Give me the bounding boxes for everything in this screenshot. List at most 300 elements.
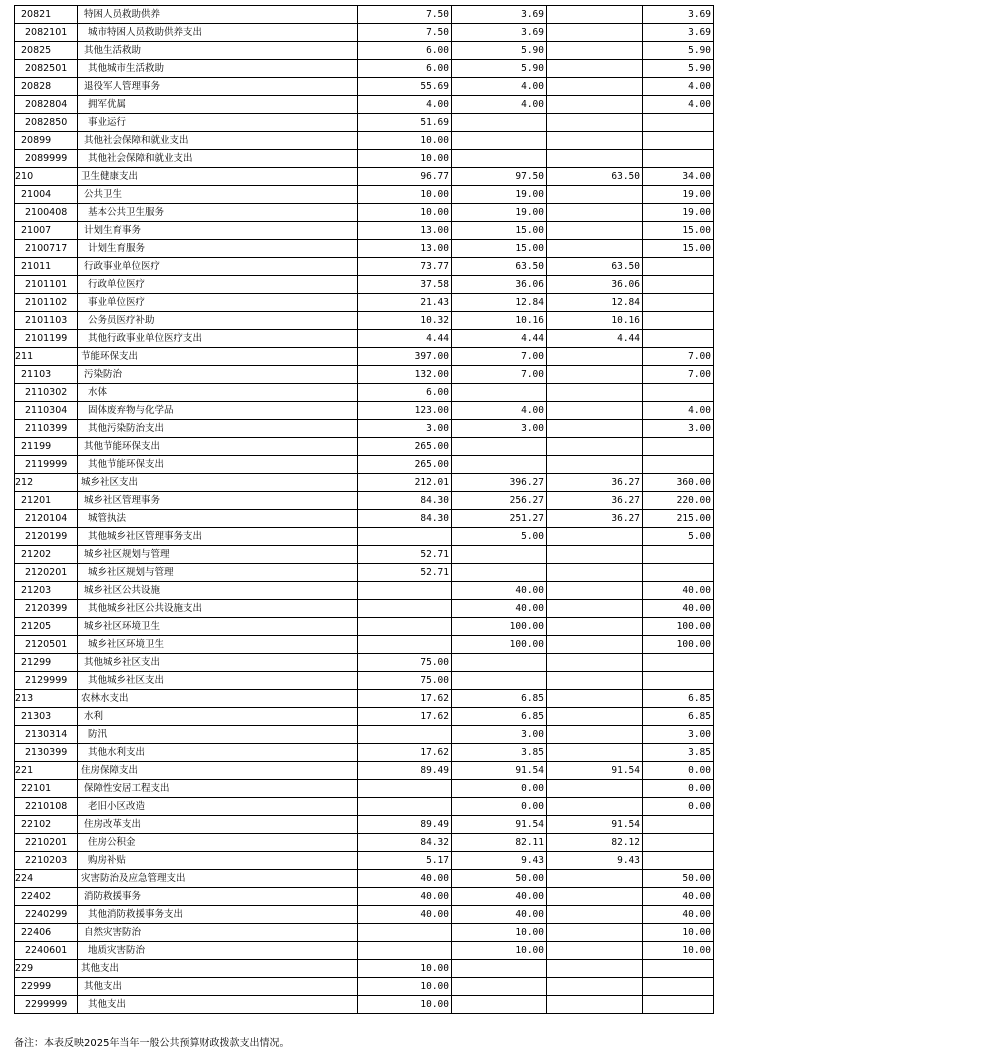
- project-expenditure-cell: [643, 438, 714, 456]
- prior-year-amount-cell: 75.00: [358, 654, 452, 672]
- table-row: [15, 816, 714, 834]
- project-expenditure-cell: 3.85: [643, 744, 714, 762]
- project-expenditure-cell: 50.00: [643, 870, 714, 888]
- account-code-cell: 224: [15, 870, 78, 888]
- account-name-cell: 拥军优属: [78, 96, 358, 114]
- project-expenditure-cell: 0.00: [643, 762, 714, 780]
- account-name-cell: 城乡社区规划与管理: [78, 546, 358, 564]
- project-expenditure-cell: 0.00: [643, 798, 714, 816]
- account-code-cell: 2120199: [15, 528, 78, 546]
- budget-total-cell: 100.00: [452, 636, 547, 654]
- table-row: [15, 906, 714, 924]
- basic-expenditure-cell: [547, 744, 643, 762]
- account-code-cell: 2100408: [15, 204, 78, 222]
- account-name-cell: 其他节能环保支出: [78, 438, 358, 456]
- prior-year-amount-cell: 10.00: [358, 978, 452, 996]
- account-name-cell: 计划生育事务: [78, 222, 358, 240]
- prior-year-amount-cell: 3.00: [358, 420, 452, 438]
- budget-total-cell: [452, 114, 547, 132]
- account-code-cell: 2120104: [15, 510, 78, 528]
- prior-year-amount-cell: 17.62: [358, 708, 452, 726]
- prior-year-amount-cell: [358, 636, 452, 654]
- prior-year-amount-cell: 75.00: [358, 672, 452, 690]
- project-expenditure-cell: [643, 456, 714, 474]
- prior-year-amount-cell: 265.00: [358, 438, 452, 456]
- basic-expenditure-cell: [547, 150, 643, 168]
- budget-total-cell: 100.00: [452, 618, 547, 636]
- budget-total-cell: 15.00: [452, 222, 547, 240]
- table-row: [15, 564, 714, 582]
- account-code-cell: 21202: [15, 546, 78, 564]
- budget-total-cell: [452, 996, 547, 1014]
- basic-expenditure-cell: [547, 942, 643, 960]
- budget-total-cell: [452, 456, 547, 474]
- budget-total-cell: [452, 564, 547, 582]
- basic-expenditure-cell: 91.54: [547, 816, 643, 834]
- account-name-cell: 住房公积金: [78, 834, 358, 852]
- account-code-cell: 2299999: [15, 996, 78, 1014]
- account-name-cell: 水利: [78, 708, 358, 726]
- project-expenditure-cell: [643, 330, 714, 348]
- prior-year-amount-cell: 397.00: [358, 348, 452, 366]
- basic-expenditure-cell: [547, 600, 643, 618]
- project-expenditure-cell: 19.00: [643, 186, 714, 204]
- table-body: [15, 6, 714, 1014]
- basic-expenditure-cell: [547, 366, 643, 384]
- project-expenditure-cell: 40.00: [643, 582, 714, 600]
- basic-expenditure-cell: [547, 708, 643, 726]
- basic-expenditure-cell: [547, 384, 643, 402]
- budget-total-cell: 6.85: [452, 708, 547, 726]
- table-row: [15, 798, 714, 816]
- account-name-cell: 特困人员救助供养: [78, 6, 358, 24]
- account-code-cell: 2101103: [15, 312, 78, 330]
- table-row: [15, 312, 714, 330]
- budget-total-cell: 5.90: [452, 60, 547, 78]
- table-row: [15, 978, 714, 996]
- budget-total-cell: [452, 978, 547, 996]
- budget-total-cell: 256.27: [452, 492, 547, 510]
- basic-expenditure-cell: [547, 114, 643, 132]
- prior-year-amount-cell: 5.17: [358, 852, 452, 870]
- budget-total-cell: 3.69: [452, 6, 547, 24]
- basic-expenditure-cell: [547, 546, 643, 564]
- basic-expenditure-cell: [547, 60, 643, 78]
- basic-expenditure-cell: [547, 456, 643, 474]
- table-row: [15, 942, 714, 960]
- budget-total-cell: 3.85: [452, 744, 547, 762]
- account-name-cell: 城乡社区环境卫生: [78, 618, 358, 636]
- prior-year-amount-cell: [358, 528, 452, 546]
- account-name-cell: 行政单位医疗: [78, 276, 358, 294]
- table-row: [15, 528, 714, 546]
- account-code-cell: 22999: [15, 978, 78, 996]
- account-code-cell: 2082101: [15, 24, 78, 42]
- project-expenditure-cell: 5.90: [643, 42, 714, 60]
- table-row: [15, 852, 714, 870]
- project-expenditure-cell: [643, 258, 714, 276]
- basic-expenditure-cell: 36.27: [547, 474, 643, 492]
- table-row: [15, 258, 714, 276]
- budget-total-cell: 0.00: [452, 798, 547, 816]
- table-row: [15, 600, 714, 618]
- table-row: [15, 924, 714, 942]
- basic-expenditure-cell: [547, 438, 643, 456]
- budget-total-cell: 19.00: [452, 204, 547, 222]
- table-row: [15, 348, 714, 366]
- budget-total-cell: 7.00: [452, 348, 547, 366]
- table-row: [15, 42, 714, 60]
- budget-total-cell: 10.00: [452, 924, 547, 942]
- basic-expenditure-cell: [547, 564, 643, 582]
- project-expenditure-cell: 15.00: [643, 222, 714, 240]
- account-name-cell: 住房改革支出: [78, 816, 358, 834]
- prior-year-amount-cell: [358, 600, 452, 618]
- account-code-cell: 2082850: [15, 114, 78, 132]
- table-row: [15, 780, 714, 798]
- prior-year-amount-cell: 40.00: [358, 906, 452, 924]
- project-expenditure-cell: 34.00: [643, 168, 714, 186]
- project-expenditure-cell: [643, 996, 714, 1014]
- basic-expenditure-cell: [547, 420, 643, 438]
- prior-year-amount-cell: [358, 582, 452, 600]
- budget-total-cell: 3.69: [452, 24, 547, 42]
- table-row: [15, 366, 714, 384]
- account-name-cell: 其他社会保障和就业支出: [78, 132, 358, 150]
- table-row: [15, 294, 714, 312]
- account-name-cell: 其他行政事业单位医疗支出: [78, 330, 358, 348]
- prior-year-amount-cell: 265.00: [358, 456, 452, 474]
- project-expenditure-cell: 3.00: [643, 726, 714, 744]
- account-code-cell: 22406: [15, 924, 78, 942]
- table-row: [15, 240, 714, 258]
- prior-year-amount-cell: 6.00: [358, 60, 452, 78]
- basic-expenditure-cell: 36.27: [547, 492, 643, 510]
- table-row: [15, 186, 714, 204]
- basic-expenditure-cell: [547, 618, 643, 636]
- prior-year-amount-cell: 52.71: [358, 564, 452, 582]
- account-name-cell: 城管执法: [78, 510, 358, 528]
- account-code-cell: 2240601: [15, 942, 78, 960]
- table-row: [15, 474, 714, 492]
- prior-year-amount-cell: 96.77: [358, 168, 452, 186]
- table-row: [15, 636, 714, 654]
- table-row: [15, 834, 714, 852]
- project-expenditure-cell: [643, 384, 714, 402]
- account-code-cell: 2240299: [15, 906, 78, 924]
- table-row: [15, 204, 714, 222]
- budget-total-cell: [452, 960, 547, 978]
- budget-total-cell: 40.00: [452, 906, 547, 924]
- account-name-cell: 其他生活救助: [78, 42, 358, 60]
- account-name-cell: 其他城乡社区公共设施支出: [78, 600, 358, 618]
- budget-expenditure-table: [14, 5, 714, 1014]
- account-code-cell: 221: [15, 762, 78, 780]
- account-name-cell: 灾害防治及应急管理支出: [78, 870, 358, 888]
- project-expenditure-cell: [643, 978, 714, 996]
- prior-year-amount-cell: 55.69: [358, 78, 452, 96]
- account-name-cell: 城乡社区管理事务: [78, 492, 358, 510]
- prior-year-amount-cell: 4.00: [358, 96, 452, 114]
- budget-total-cell: [452, 132, 547, 150]
- account-name-cell: 其他城乡社区管理事务支出: [78, 528, 358, 546]
- prior-year-amount-cell: 84.30: [358, 510, 452, 528]
- account-name-cell: 公共卫生: [78, 186, 358, 204]
- prior-year-amount-cell: 212.01: [358, 474, 452, 492]
- project-expenditure-cell: 15.00: [643, 240, 714, 258]
- account-name-cell: 城乡社区环境卫生: [78, 636, 358, 654]
- account-code-cell: 2089999: [15, 150, 78, 168]
- budget-total-cell: 0.00: [452, 780, 547, 798]
- account-name-cell: 固体废弃物与化学品: [78, 402, 358, 420]
- basic-expenditure-cell: [547, 960, 643, 978]
- basic-expenditure-cell: [547, 888, 643, 906]
- basic-expenditure-cell: [547, 690, 643, 708]
- project-expenditure-cell: 6.85: [643, 690, 714, 708]
- basic-expenditure-cell: [547, 528, 643, 546]
- prior-year-amount-cell: 10.00: [358, 204, 452, 222]
- account-name-cell: 其他节能环保支出: [78, 456, 358, 474]
- project-expenditure-cell: 4.00: [643, 96, 714, 114]
- budget-total-cell: 7.00: [452, 366, 547, 384]
- basic-expenditure-cell: 82.12: [547, 834, 643, 852]
- account-name-cell: 城市特困人员救助供养支出: [78, 24, 358, 42]
- account-name-cell: 其他支出: [78, 978, 358, 996]
- table-row: [15, 78, 714, 96]
- table-row: [15, 6, 714, 24]
- project-expenditure-cell: 4.00: [643, 78, 714, 96]
- project-expenditure-cell: [643, 960, 714, 978]
- account-name-cell: 行政事业单位医疗: [78, 258, 358, 276]
- basic-expenditure-cell: [547, 726, 643, 744]
- account-code-cell: 2100717: [15, 240, 78, 258]
- account-code-cell: 22402: [15, 888, 78, 906]
- account-name-cell: 购房补贴: [78, 852, 358, 870]
- table-row: [15, 654, 714, 672]
- account-name-cell: 住房保障支出: [78, 762, 358, 780]
- project-expenditure-cell: 7.00: [643, 348, 714, 366]
- account-name-cell: 退役军人管理事务: [78, 78, 358, 96]
- account-code-cell: 2101199: [15, 330, 78, 348]
- prior-year-amount-cell: 89.49: [358, 762, 452, 780]
- table-row: [15, 402, 714, 420]
- project-expenditure-cell: 220.00: [643, 492, 714, 510]
- account-name-cell: 其他社会保障和就业支出: [78, 150, 358, 168]
- account-code-cell: 21205: [15, 618, 78, 636]
- table-row: [15, 744, 714, 762]
- budget-total-cell: 4.00: [452, 78, 547, 96]
- basic-expenditure-cell: [547, 996, 643, 1014]
- basic-expenditure-cell: [547, 636, 643, 654]
- basic-expenditure-cell: [547, 906, 643, 924]
- account-code-cell: 2120201: [15, 564, 78, 582]
- account-code-cell: 2110399: [15, 420, 78, 438]
- prior-year-amount-cell: 13.00: [358, 222, 452, 240]
- account-name-cell: 其他消防救援事务支出: [78, 906, 358, 924]
- project-expenditure-cell: 40.00: [643, 600, 714, 618]
- project-expenditure-cell: [643, 546, 714, 564]
- project-expenditure-cell: 19.00: [643, 204, 714, 222]
- budget-total-cell: 3.00: [452, 726, 547, 744]
- account-name-cell: 其他城乡社区支出: [78, 654, 358, 672]
- account-name-cell: 城乡社区支出: [78, 474, 358, 492]
- account-code-cell: 2210201: [15, 834, 78, 852]
- account-code-cell: 229: [15, 960, 78, 978]
- basic-expenditure-cell: [547, 96, 643, 114]
- prior-year-amount-cell: 10.00: [358, 150, 452, 168]
- account-code-cell: 21103: [15, 366, 78, 384]
- account-code-cell: 21007: [15, 222, 78, 240]
- project-expenditure-cell: 5.00: [643, 528, 714, 546]
- budget-total-cell: 3.00: [452, 420, 547, 438]
- prior-year-amount-cell: 4.44: [358, 330, 452, 348]
- prior-year-amount-cell: 51.69: [358, 114, 452, 132]
- project-expenditure-cell: [643, 564, 714, 582]
- account-code-cell: 2130399: [15, 744, 78, 762]
- budget-total-cell: 10.00: [452, 942, 547, 960]
- table-row: [15, 582, 714, 600]
- basic-expenditure-cell: [547, 348, 643, 366]
- project-expenditure-cell: [643, 834, 714, 852]
- basic-expenditure-cell: [547, 672, 643, 690]
- budget-total-cell: [452, 384, 547, 402]
- project-expenditure-cell: 0.00: [643, 780, 714, 798]
- basic-expenditure-cell: [547, 924, 643, 942]
- project-expenditure-cell: 4.00: [643, 402, 714, 420]
- prior-year-amount-cell: 84.32: [358, 834, 452, 852]
- basic-expenditure-cell: [547, 240, 643, 258]
- table-row: [15, 168, 714, 186]
- account-name-cell: 其他支出: [78, 996, 358, 1014]
- prior-year-amount-cell: [358, 924, 452, 942]
- account-code-cell: 2210108: [15, 798, 78, 816]
- table-row: [15, 672, 714, 690]
- project-expenditure-cell: [643, 654, 714, 672]
- budget-total-cell: 396.27: [452, 474, 547, 492]
- account-code-cell: 2129999: [15, 672, 78, 690]
- project-expenditure-cell: [643, 132, 714, 150]
- account-code-cell: 20828: [15, 78, 78, 96]
- prior-year-amount-cell: [358, 780, 452, 798]
- table-row: [15, 276, 714, 294]
- budget-total-cell: 12.84: [452, 294, 547, 312]
- budget-total-cell: 91.54: [452, 762, 547, 780]
- account-name-cell: 其他水利支出: [78, 744, 358, 762]
- account-code-cell: 2130314: [15, 726, 78, 744]
- table-row: [15, 870, 714, 888]
- prior-year-amount-cell: 123.00: [358, 402, 452, 420]
- table-row: [15, 708, 714, 726]
- prior-year-amount-cell: [358, 942, 452, 960]
- budget-total-cell: [452, 546, 547, 564]
- account-name-cell: 其他污染防治支出: [78, 420, 358, 438]
- account-name-cell: 防汛: [78, 726, 358, 744]
- budget-total-cell: 4.00: [452, 402, 547, 420]
- prior-year-amount-cell: 13.00: [358, 240, 452, 258]
- account-code-cell: 212: [15, 474, 78, 492]
- basic-expenditure-cell: 10.16: [547, 312, 643, 330]
- account-name-cell: 计划生育服务: [78, 240, 358, 258]
- account-code-cell: 21011: [15, 258, 78, 276]
- table-row: [15, 996, 714, 1014]
- budget-total-cell: 6.85: [452, 690, 547, 708]
- prior-year-amount-cell: 40.00: [358, 870, 452, 888]
- budget-total-cell: 40.00: [452, 600, 547, 618]
- budget-total-cell: 9.43: [452, 852, 547, 870]
- account-name-cell: 其他城市生活救助: [78, 60, 358, 78]
- basic-expenditure-cell: [547, 798, 643, 816]
- account-name-cell: 污染防治: [78, 366, 358, 384]
- basic-expenditure-cell: [547, 402, 643, 420]
- account-name-cell: 卫生健康支出: [78, 168, 358, 186]
- basic-expenditure-cell: [547, 78, 643, 96]
- table-row: [15, 888, 714, 906]
- account-code-cell: 21303: [15, 708, 78, 726]
- budget-total-cell: 4.00: [452, 96, 547, 114]
- budget-total-cell: [452, 672, 547, 690]
- prior-year-amount-cell: 6.00: [358, 384, 452, 402]
- project-expenditure-cell: 5.90: [643, 60, 714, 78]
- prior-year-amount-cell: 7.50: [358, 6, 452, 24]
- table-row: [15, 132, 714, 150]
- account-code-cell: 2101101: [15, 276, 78, 294]
- account-code-cell: 21004: [15, 186, 78, 204]
- project-expenditure-cell: 10.00: [643, 942, 714, 960]
- prior-year-amount-cell: [358, 618, 452, 636]
- account-name-cell: 节能环保支出: [78, 348, 358, 366]
- table-row: [15, 726, 714, 744]
- basic-expenditure-cell: 91.54: [547, 762, 643, 780]
- prior-year-amount-cell: 17.62: [358, 744, 452, 762]
- account-code-cell: 2110304: [15, 402, 78, 420]
- project-expenditure-cell: 3.69: [643, 6, 714, 24]
- prior-year-amount-cell: 10.00: [358, 186, 452, 204]
- table-row: [15, 114, 714, 132]
- project-expenditure-cell: 40.00: [643, 906, 714, 924]
- budget-total-cell: 91.54: [452, 816, 547, 834]
- budget-total-cell: 4.44: [452, 330, 547, 348]
- basic-expenditure-cell: [547, 978, 643, 996]
- table-row: [15, 546, 714, 564]
- table-row: [15, 420, 714, 438]
- project-expenditure-cell: [643, 276, 714, 294]
- table-row: [15, 222, 714, 240]
- account-name-cell: 城乡社区规划与管理: [78, 564, 358, 582]
- project-expenditure-cell: 3.00: [643, 420, 714, 438]
- basic-expenditure-cell: 63.50: [547, 258, 643, 276]
- account-name-cell: 农林水支出: [78, 690, 358, 708]
- account-name-cell: 老旧小区改造: [78, 798, 358, 816]
- basic-expenditure-cell: [547, 204, 643, 222]
- account-name-cell: 其他城乡社区支出: [78, 672, 358, 690]
- project-expenditure-cell: 100.00: [643, 618, 714, 636]
- table-row: [15, 60, 714, 78]
- prior-year-amount-cell: 10.32: [358, 312, 452, 330]
- account-name-cell: 水体: [78, 384, 358, 402]
- basic-expenditure-cell: 12.84: [547, 294, 643, 312]
- account-code-cell: 211: [15, 348, 78, 366]
- account-name-cell: 事业单位医疗: [78, 294, 358, 312]
- account-code-cell: 2082501: [15, 60, 78, 78]
- account-code-cell: 2110302: [15, 384, 78, 402]
- project-expenditure-cell: [643, 852, 714, 870]
- table-row: [15, 150, 714, 168]
- basic-expenditure-cell: [547, 24, 643, 42]
- basic-expenditure-cell: [547, 222, 643, 240]
- account-code-cell: 20899: [15, 132, 78, 150]
- account-code-cell: 20825: [15, 42, 78, 60]
- prior-year-amount-cell: 7.50: [358, 24, 452, 42]
